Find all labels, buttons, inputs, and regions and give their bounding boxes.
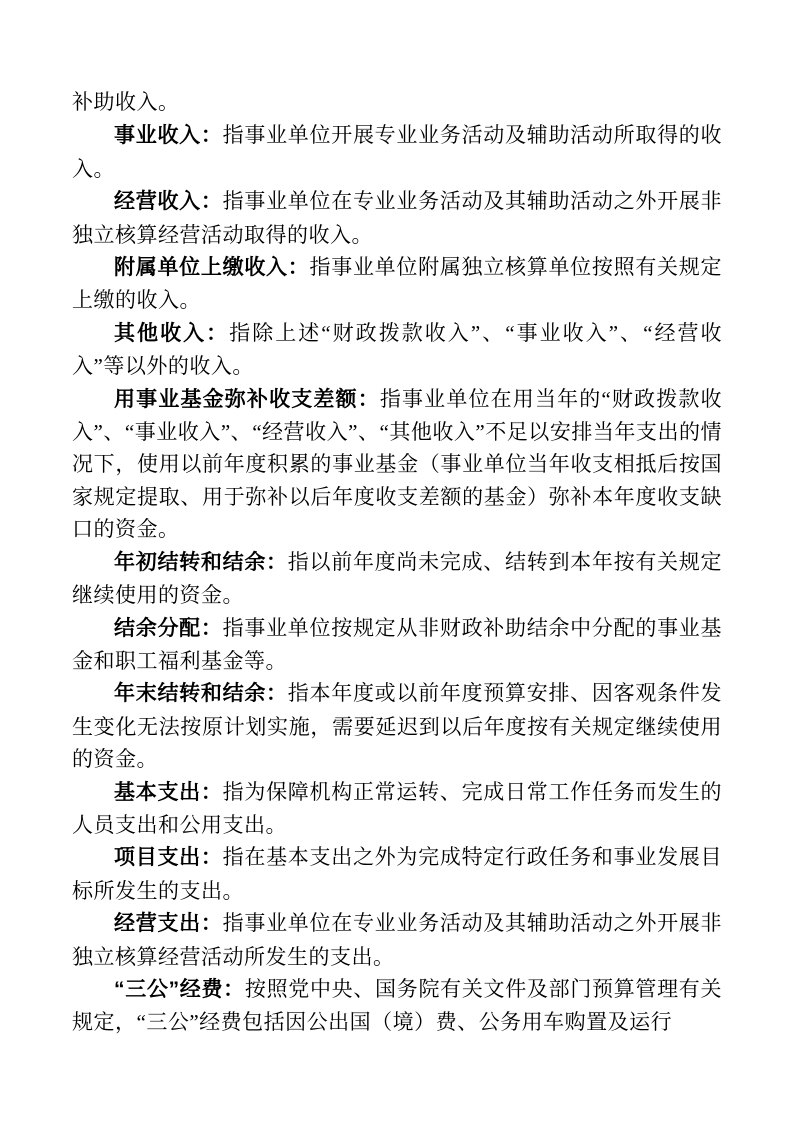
paragraph-jingying-zhichu [72,907,722,973]
paragraph-sangong-jingfei [72,973,722,1039]
paragraph-text: 指以前年度尚未完成、结转到本年按有关规定继续使用的资金。 [72,549,723,608]
paragraph-text: 指事业单位在专业业务活动及其辅助活动之外开展非独立核算经营活动取得的收入。 [72,189,723,247]
paragraph-fushu-danwei-shangjiao-shouru [72,251,722,317]
paragraph-yong-shiye-jijin-mibu [72,383,722,546]
paragraph-text: 指在基本支出之外为完成特定行政任务和事业发展目标所发生的支出。 [72,845,723,903]
paragraph-text: 补助收入。 [72,90,180,114]
term-label: 结余分配： [114,616,223,640]
term-label: 经营收入： [114,190,223,214]
term-label: 年末结转和结余： [114,682,288,706]
paragraph-continuation [72,86,722,119]
paragraph-text: 指事业单位在专业业务活动及其辅助活动之外开展非独立核算经营活动所发生的支出。 [72,911,723,969]
paragraph-nianmo-jiezhuan-jieyu [72,677,722,775]
term-label: 附属单位上缴收入： [114,256,310,280]
paragraph-text: 指为保障机构正常运转、完成日常工作任务而发生的人员支出和公用支出。 [72,779,723,837]
term-label: 用事业基金弥补收支差额： [114,387,380,411]
paragraph-nianchu-jiezhuan-jieyu [72,546,722,612]
paragraph-text: 指事业单位在用当年的“财政拨款收入”、“事业收入”、“经营收入”、“其他收入”不足以安排当年支出的情况下，使用以前年度积累的事业基金（事业单位当年收支相抵后按国家规定提取、用于弥补以后年度收支差额的基金）弥补本年度收支缺口的资金。 [72,386,722,542]
paragraph-jiben-zhichu [72,776,722,842]
paragraph-text: 指事业单位附属独立核算单位按照有关规定上缴的收入。 [72,255,722,313]
paragraph-qita-shouru [72,317,722,383]
term-label: “三公”经费： [114,977,245,1001]
paragraph-xiangmu-zhichu [72,841,722,907]
term-label: 项目支出： [114,846,223,870]
term-label: 经营支出： [114,912,223,936]
paragraph-text: 指事业单位开展专业业务活动及辅助活动所取得的收入。 [72,123,723,181]
term-label: 基本支出： [114,780,223,804]
paragraph-text: 按照党中央、国务院有关文件及部门预算管理有关规定，“三公”经费包括因公出国（境）费、公务用车购置及运行 [72,976,722,1035]
term-label: 事业收入： [114,124,223,148]
paragraph-jingying-shouru [72,185,722,251]
paragraph-text: 指除上述“财政拨款收入”、“事业收入”、“经营收入”等以外的收入。 [72,320,723,379]
paragraph-jieyu-fenpei [72,612,722,678]
paragraph-shiye-shouru [72,119,722,185]
paragraph-text: 指事业单位按规定从非财政补助结余中分配的事业基金和职工福利基金等。 [72,615,723,673]
paragraph-text: 指本年度或以前年度预算安排、因客观条件发生变化无法按原计划实施，需要延迟到以后年度按有关规定继续使用的资金。 [72,681,723,772]
term-label: 年初结转和结余： [114,550,288,574]
term-label: 其他收入： [114,321,230,345]
